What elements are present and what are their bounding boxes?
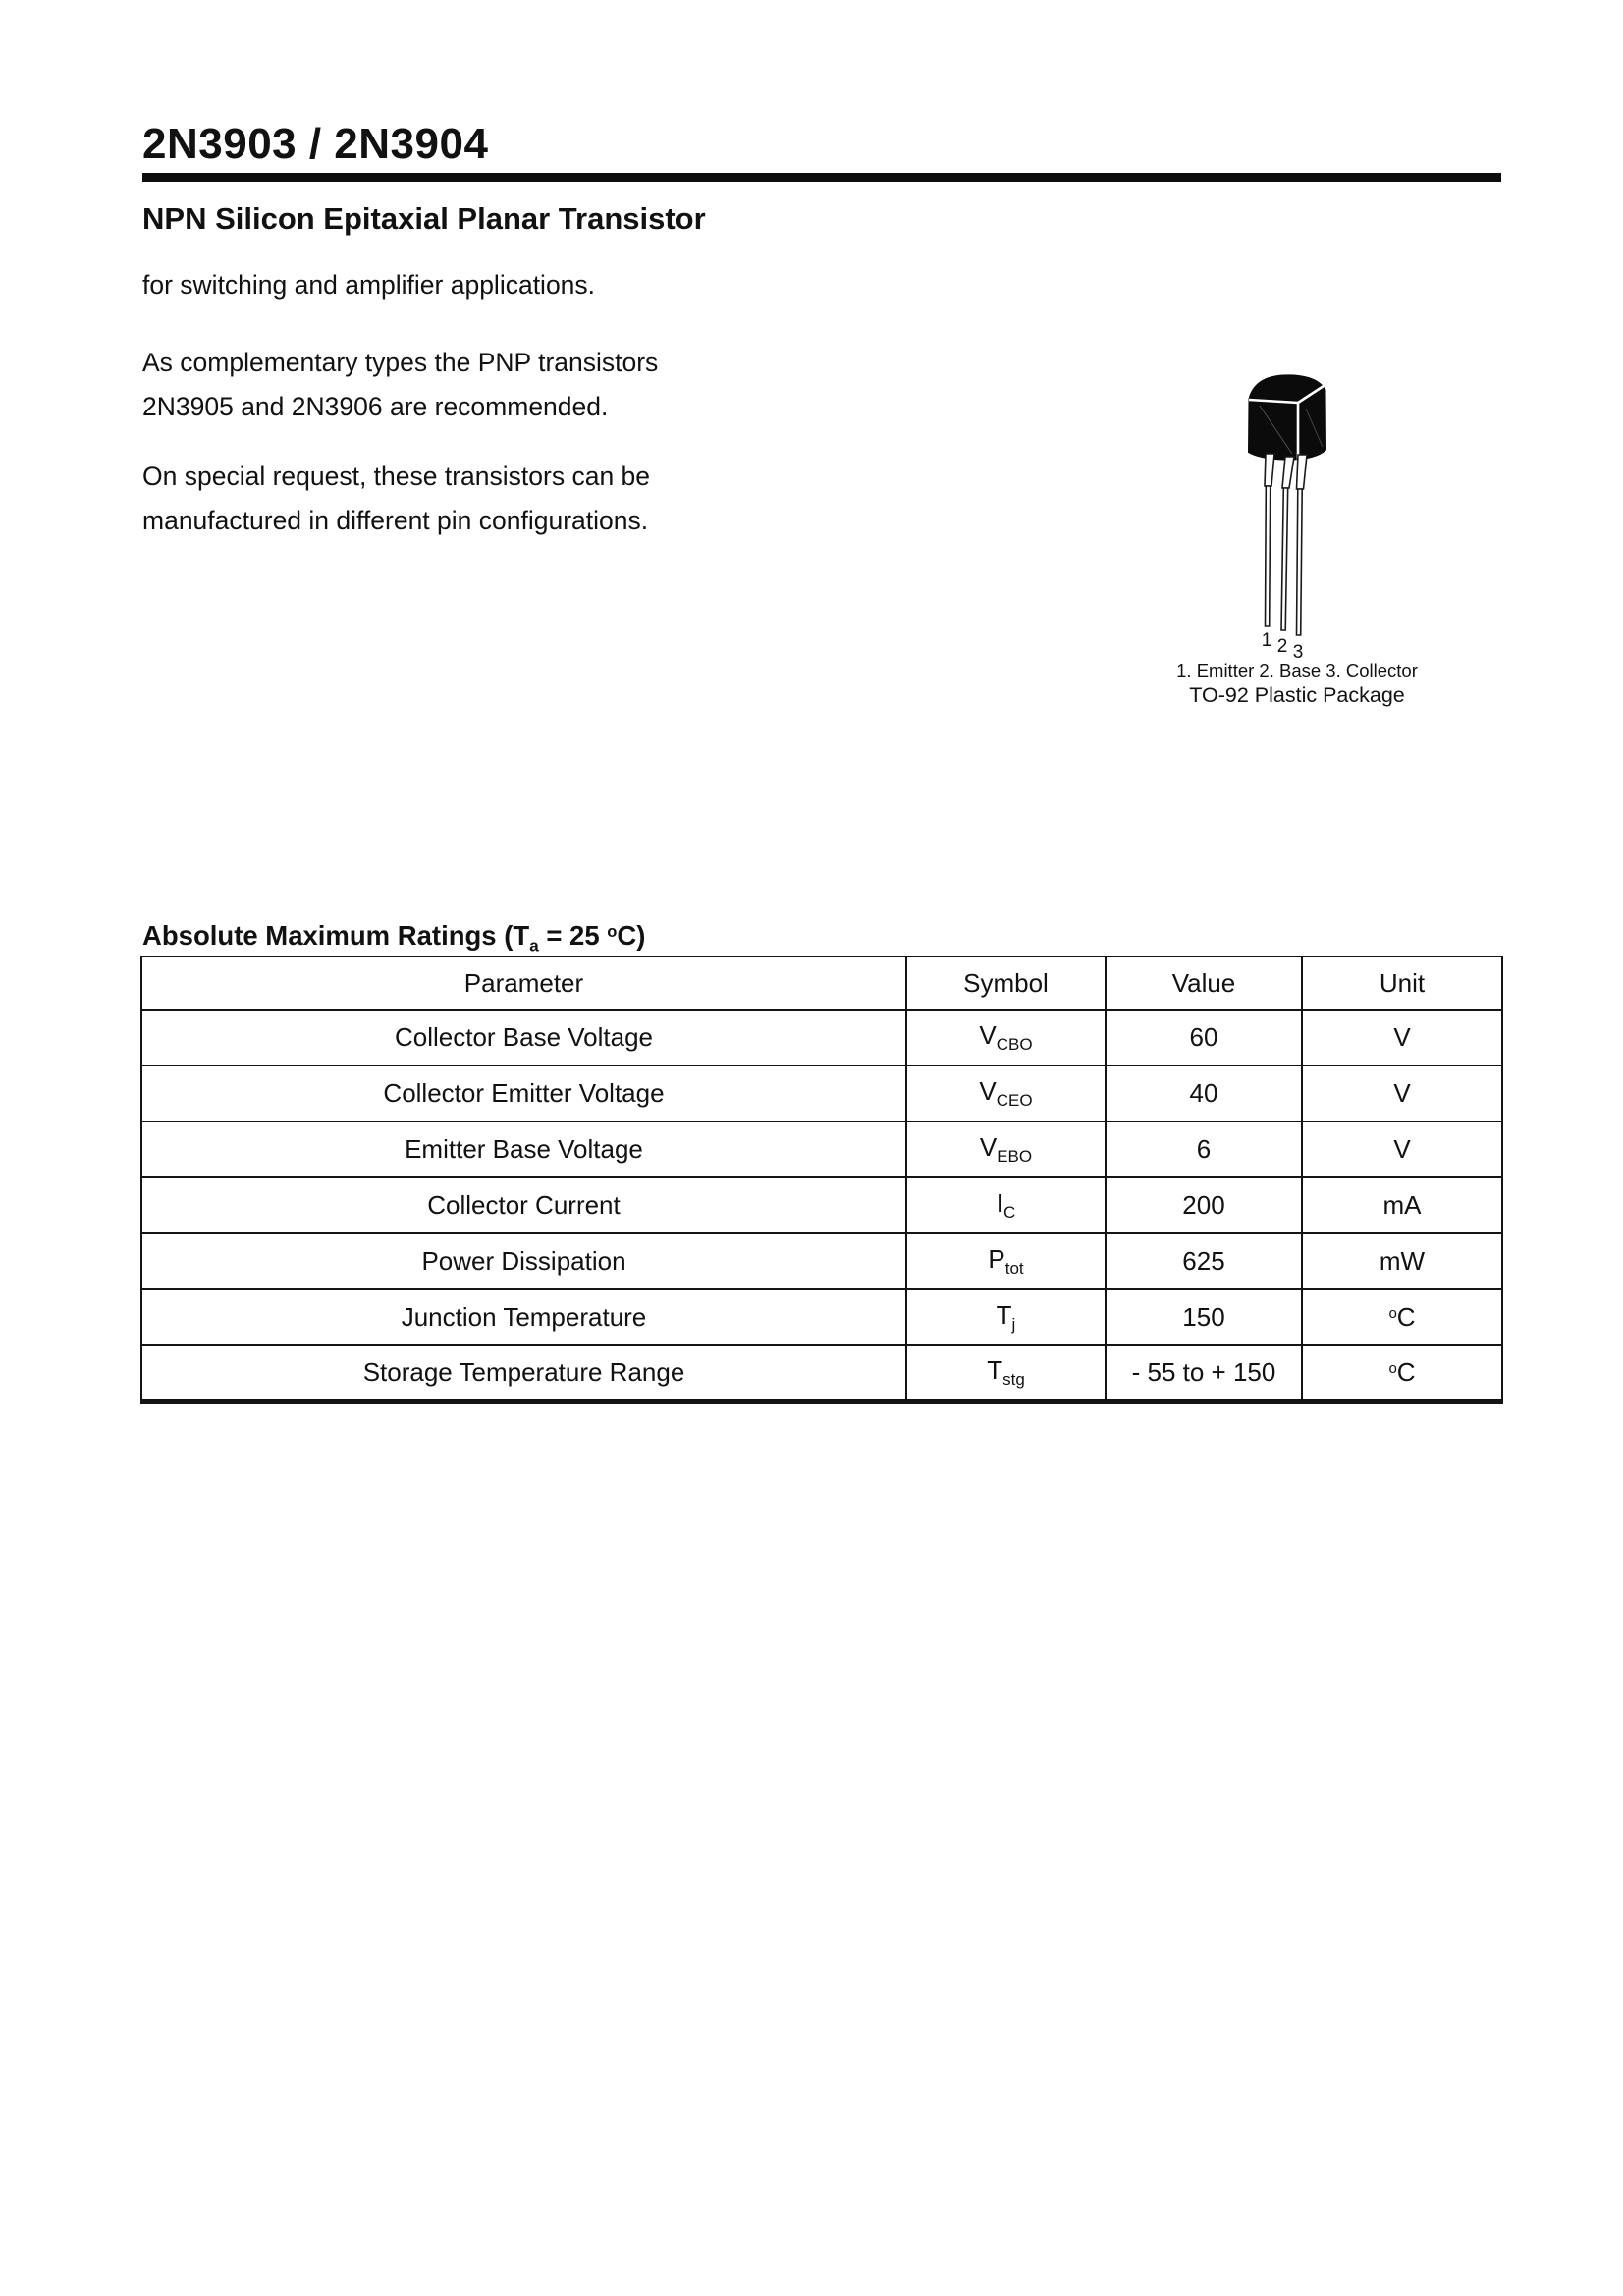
symbol-subscript: EBO: [997, 1147, 1033, 1167]
value-cell: 150: [1106, 1289, 1302, 1345]
leg-1-upper: [1265, 454, 1274, 486]
value-cell: 200: [1106, 1177, 1302, 1233]
heading-degree-superscript: o: [607, 922, 618, 941]
symbol-cell: [906, 1066, 1106, 1121]
symbol-base: V: [979, 1131, 998, 1162]
pin-number-2: 2: [1276, 636, 1288, 657]
leg-3-upper: [1297, 455, 1308, 489]
parameter-cell: Collector Emitter Voltage: [141, 1066, 906, 1121]
parameter-cell: Power Dissipation: [141, 1233, 906, 1289]
symbol-subscript: CBO: [996, 1035, 1033, 1055]
unit-degree-superscript: o: [1388, 1360, 1397, 1377]
table-row: [141, 1066, 1502, 1121]
heading-text: = 25: [538, 920, 608, 951]
symbol-base: I: [996, 1187, 1003, 1218]
title-divider-rule: [142, 173, 1501, 182]
heading-text: C): [617, 920, 646, 951]
parameter-cell: Junction Temperature: [141, 1289, 906, 1345]
heading-subscript: a: [529, 936, 539, 956]
unit-base: V: [1393, 1022, 1411, 1052]
leg-1-lower: [1266, 486, 1271, 626]
unit-cell: [1302, 1010, 1502, 1066]
pin-number-1: 1: [1261, 630, 1272, 651]
symbol-base: P: [988, 1243, 1005, 1274]
unit-base: C: [1396, 1302, 1416, 1332]
table-row: [141, 1289, 1502, 1345]
to92-legs: [1265, 454, 1307, 635]
paragraph-line: for switching and amplifier applications.: [142, 270, 596, 300]
value-cell: 625: [1106, 1233, 1302, 1289]
symbol-cell: [906, 1233, 1106, 1289]
symbol-cell: [906, 1010, 1106, 1066]
table-row: [141, 1345, 1502, 1401]
figure-caption: [1119, 659, 1475, 709]
paragraph-line: manufactured in different pin configurations.: [142, 506, 649, 535]
parameter-cell: Collector Base Voltage: [141, 1010, 906, 1066]
paragraph-line: As complementary types the PNP transistors: [142, 348, 659, 377]
unit-base: C: [1396, 1357, 1416, 1388]
unit-base: V: [1393, 1078, 1411, 1108]
unit-cell: [1302, 1289, 1502, 1345]
table-row: [141, 1010, 1502, 1066]
package-name-caption: TO-92 Plastic Package: [1189, 683, 1405, 707]
table-row: [141, 1121, 1502, 1177]
symbol-cell: [906, 1177, 1106, 1233]
unit-base: mW: [1379, 1246, 1426, 1276]
unit-cell: [1302, 1233, 1502, 1289]
column-header-symbol: Symbol: [906, 957, 1106, 1010]
intro-paragraph-3: [142, 455, 650, 543]
column-header-value: Value: [1106, 957, 1302, 1010]
unit-base: mA: [1382, 1190, 1422, 1220]
symbol-subscript: C: [1002, 1203, 1016, 1223]
unit-cell: [1302, 1177, 1502, 1233]
page-title: 2N3903 / 2N3904: [142, 120, 489, 168]
parameter-cell: Collector Current: [141, 1177, 906, 1233]
column-header-parameter: Parameter: [141, 957, 906, 1010]
symbol-subscript: j: [1011, 1315, 1016, 1335]
parameter-cell: Emitter Base Voltage: [141, 1121, 906, 1177]
value-cell: 40: [1106, 1066, 1302, 1121]
symbol-base: T: [987, 1355, 1003, 1386]
value-cell: - 55 to + 150: [1106, 1345, 1302, 1401]
symbol-subscript: stg: [1002, 1370, 1025, 1390]
pin-assignment-caption: 1. Emitter 2. Base 3. Collector: [1176, 660, 1418, 681]
symbol-cell: [906, 1345, 1106, 1401]
unit-base: V: [1393, 1134, 1411, 1164]
symbol-cell: [906, 1289, 1106, 1345]
unit-cell: [1302, 1066, 1502, 1121]
paragraph-line: 2N3905 and 2N3906 are recommended.: [142, 392, 609, 421]
table-row: [141, 1233, 1502, 1289]
value-cell: 6: [1106, 1121, 1302, 1177]
paragraph-line: On special request, these transistors can be: [142, 462, 651, 491]
unit-cell: [1302, 1345, 1502, 1401]
absolute-maximum-ratings-table: [140, 956, 1503, 1404]
intro-paragraph-2: [142, 341, 658, 429]
symbol-base: V: [979, 1075, 997, 1106]
intro-paragraph-1: [142, 263, 595, 307]
symbol-cell: [906, 1121, 1106, 1177]
to92-package-illustration: [1159, 361, 1434, 662]
value-cell: 60: [1106, 1010, 1302, 1066]
pin-number-3: 3: [1292, 642, 1304, 662]
leg-3-lower: [1297, 489, 1303, 635]
symbol-subscript: tot: [1004, 1259, 1024, 1279]
table-row: [141, 1177, 1502, 1233]
column-header-unit: Unit: [1302, 957, 1502, 1010]
unit-degree-superscript: o: [1388, 1304, 1397, 1322]
symbol-base: T: [996, 1299, 1012, 1330]
leg-2-lower: [1281, 488, 1288, 630]
unit-cell: [1302, 1121, 1502, 1177]
symbol-subscript: CEO: [996, 1091, 1033, 1111]
heading-text: Absolute Maximum Ratings (T: [142, 920, 530, 951]
page-subtitle: NPN Silicon Epitaxial Planar Transistor: [142, 201, 706, 236]
ratings-table-heading: [142, 920, 645, 957]
symbol-base: V: [979, 1019, 997, 1050]
table-header-row: [141, 957, 1502, 1010]
leg-2-upper: [1282, 457, 1294, 488]
parameter-cell: Storage Temperature Range: [141, 1345, 906, 1401]
